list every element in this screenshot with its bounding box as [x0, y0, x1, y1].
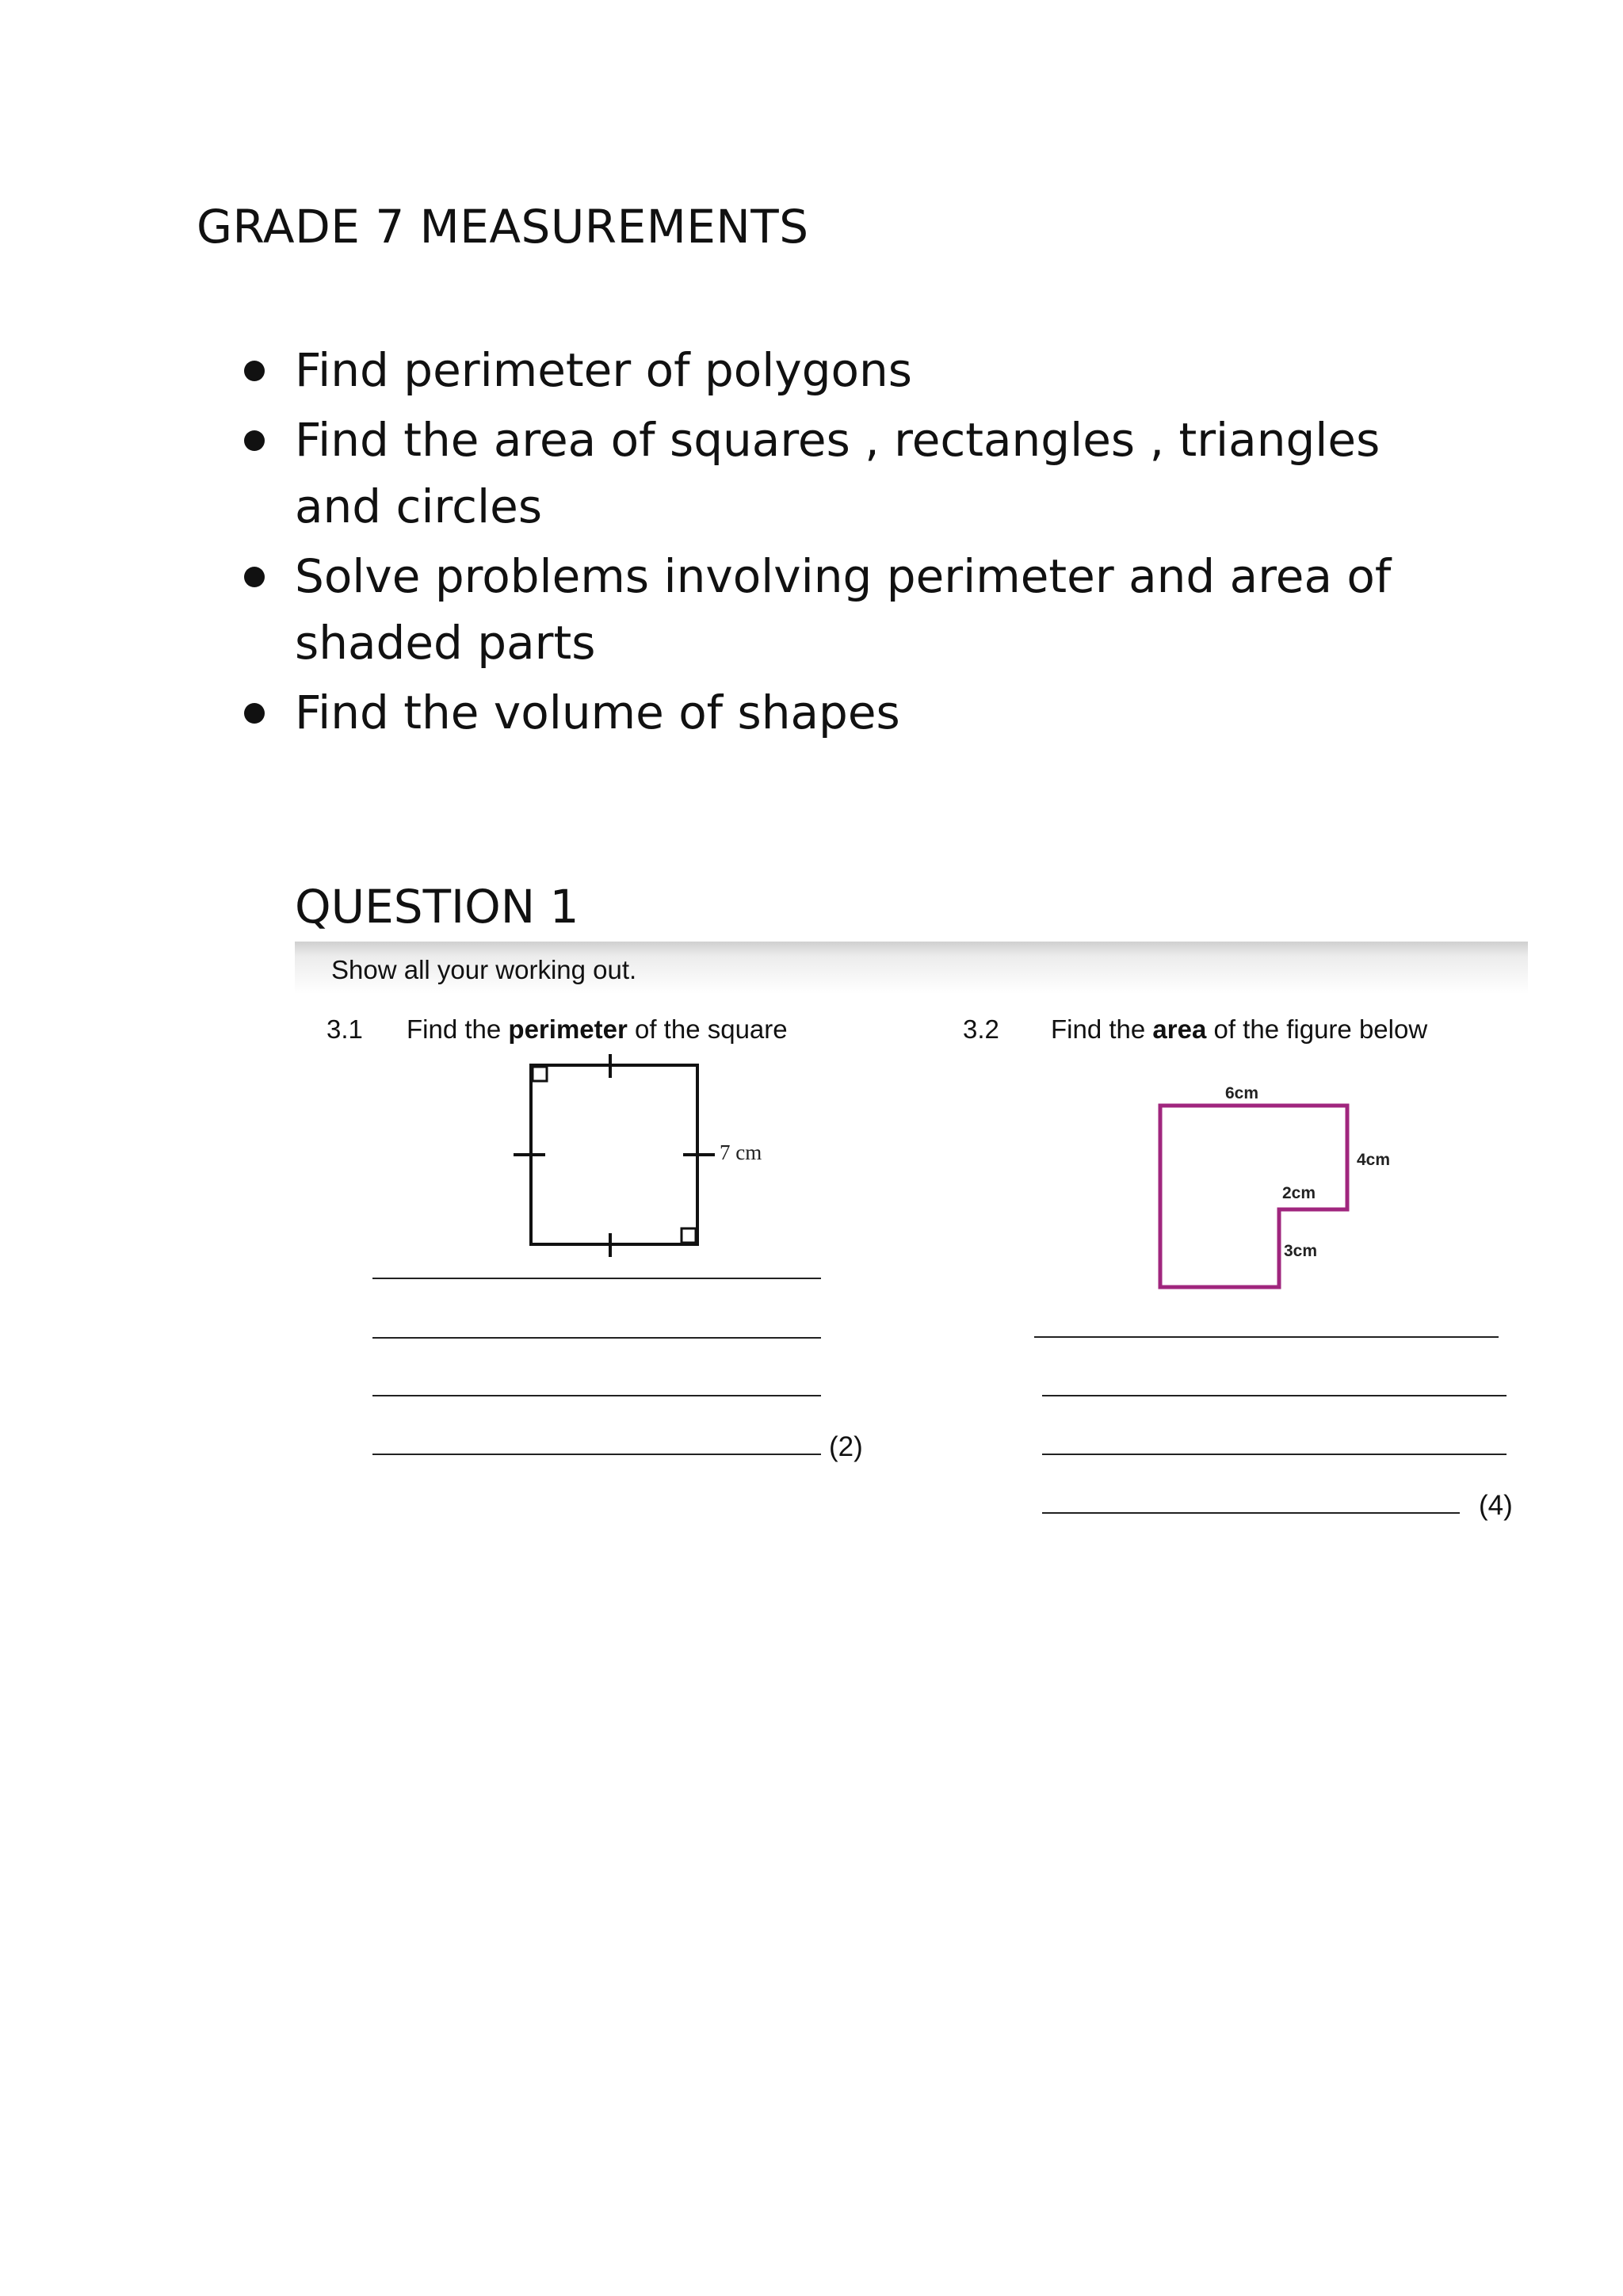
right-angle-marker [682, 1228, 696, 1243]
question-text [1051, 1014, 1427, 1045]
question-keyword: area [1152, 1014, 1207, 1044]
objective-item [295, 679, 1452, 746]
question-text-start: Find the [1051, 1014, 1153, 1044]
question-text [407, 1014, 788, 1045]
worksheet-title: GRADE 7 MEASUREMENTS [197, 200, 809, 254]
answer-line[interactable] [1042, 1395, 1507, 1396]
square-figure [507, 1054, 761, 1252]
marks-label: (2) [829, 1431, 863, 1462]
side-length-label: 7 cm [720, 1140, 762, 1164]
dimension-label-step-vertical: 3cm [1284, 1242, 1318, 1260]
answer-line[interactable] [372, 1454, 821, 1455]
question-text-end: of the square [627, 1014, 788, 1044]
question-keyword: perimeter [508, 1014, 628, 1044]
objectives-list [295, 337, 1452, 749]
bullet-icon [244, 567, 265, 587]
dimension-label-top: 6cm [1225, 1084, 1259, 1102]
answer-line[interactable] [1042, 1454, 1507, 1455]
answer-line[interactable] [372, 1395, 821, 1396]
objective-item [295, 337, 1452, 403]
dimension-label-right: 4cm [1357, 1151, 1391, 1169]
bullet-icon [244, 430, 265, 451]
answer-line[interactable] [1034, 1336, 1499, 1338]
question-text-start: Find the [407, 1014, 509, 1044]
l-shape-outline [1160, 1106, 1347, 1287]
bullet-icon [244, 703, 265, 724]
square-outline [531, 1065, 697, 1244]
marks-label: (4) [1479, 1490, 1513, 1521]
instruction-text: Show all your working out. [331, 955, 637, 984]
objective-text: Find the area of squares , rectangles , triangles and circles [295, 413, 1381, 533]
question-number: 3.1 [327, 1014, 363, 1044]
question-number: 3.2 [963, 1014, 999, 1044]
right-angle-marker [533, 1067, 547, 1081]
answer-line[interactable] [372, 1337, 821, 1339]
objective-text: Solve problems involving perimeter and area of shaded parts [295, 549, 1392, 670]
answer-line[interactable] [372, 1278, 821, 1279]
bullet-icon [244, 361, 265, 381]
objective-item [295, 543, 1452, 676]
objective-item [295, 407, 1452, 540]
objective-text: Find the volume of shapes [295, 686, 900, 739]
question-heading: QUESTION 1 [295, 880, 579, 934]
answer-line[interactable] [1042, 1512, 1460, 1514]
objective-text: Find perimeter of polygons [295, 343, 912, 397]
composite-figure [1149, 1078, 1411, 1300]
dimension-label-step-horizontal: 2cm [1282, 1184, 1316, 1202]
question-text-end: of the figure below [1206, 1014, 1428, 1044]
